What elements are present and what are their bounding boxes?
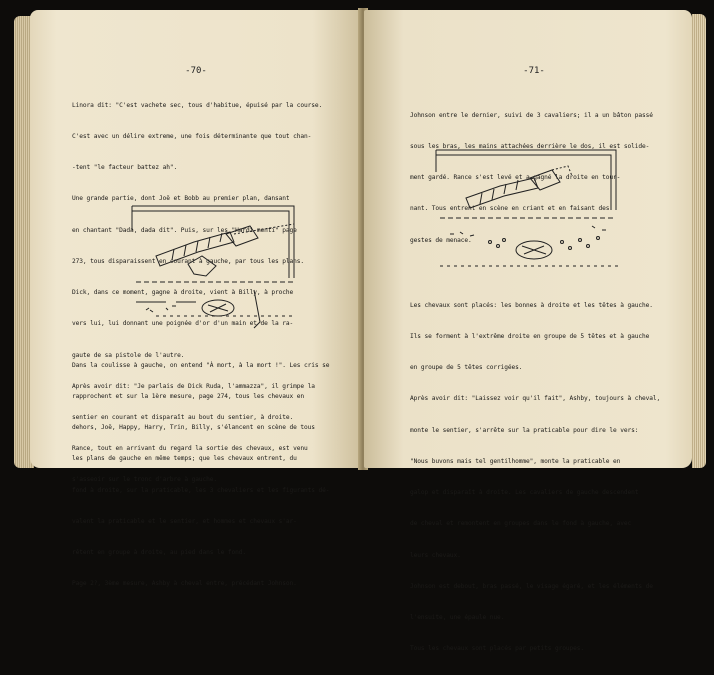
stage-diagram-left [126, 194, 306, 334]
text-line: galop et disparaît à droite. Les cavaliers de gauche descendent [410, 489, 639, 497]
stage-diagram-right [430, 142, 626, 278]
open-book [14, 8, 706, 653]
text-line: rêtent en groupe à droite, au pied dans le fond. [72, 549, 247, 557]
text-line: leurs chevaux. [410, 551, 461, 559]
text-line: Dick, dans ce moment, gagne à droite, vient à Billy, à proche [72, 289, 294, 297]
text-line: ment gardé. Rance s'est levé et a gagné la droite en tour- [410, 174, 621, 182]
text-line: les plans de gauche en même temps; que les chevaux entrent, du [72, 455, 297, 463]
text-line: Les chevaux sont placés: les bonnes à droite et les têtes à gauche. [410, 301, 653, 309]
left-page [30, 10, 362, 588]
text-line: de cheval et remontent en groupes dans le fond à gauche, avec [410, 520, 632, 528]
text-line: Tous les chevaux sont placés par petits groupes. [410, 645, 585, 653]
text-line: en chantant "Dada, dada dit". Puis, sur les "Hardi menti" page [72, 226, 297, 234]
text-line: l'ensuite, une épaule nue. [410, 614, 505, 621]
right-page-number: -71- [523, 66, 545, 76]
ramp-shape [156, 232, 234, 266]
text-line: s'asseoir sur le tronc d'arbre à gauche. [72, 476, 218, 484]
text-line: Ils se forment à l'extrême droite en groupe de 5 têtes et à gauche [410, 333, 650, 341]
stage-outline [132, 206, 294, 278]
text-line: Une grande partie, dont Joë et Bobb au premier plan, dansant [72, 195, 290, 203]
text-line: C'est avec un délire extreme, une fois déterminante que tout chan- [72, 133, 312, 141]
page-stack-right [692, 14, 706, 468]
text-line: fond à droite, sur la praticable, les 3 chevaliers et les figurants dé- [72, 486, 330, 494]
ramp-shape [466, 178, 538, 208]
text-line: vers lui, lui donnant une poignée d'or d'un main et de la ra- [72, 320, 294, 328]
text-line: Linora dit: "C'est vachete sec, tous d'habitue, épuisé par la course. [72, 101, 323, 109]
text-line: Johnson entre le dernier, suivi de 3 cavaliers; il a un bâton passé [410, 111, 653, 119]
text-line: Après avoir dit: "Laissez voir qu'il fait", Ashby, toujours à cheval, [410, 395, 661, 403]
text-line: en groupe de 5 têtes corrigées. [410, 364, 523, 372]
text-line: gaute de sa pistole de l'autre. [72, 351, 185, 359]
right-page-text-bottom [410, 280, 682, 675]
text-line: Dans la coulisse à gauche, on entend "À mort, à la mort !". Les cris se [72, 361, 330, 369]
text-line: dehors, Joë, Happy, Harry, Trin, Billy, s'élancent en scène de tous [72, 424, 315, 432]
text-line: 273, tous disparaissent en courant à gauche, par tous les plans. [72, 257, 305, 265]
text-line: Après avoir dit: "Je parlais de Dick Ruda, l'ammazza", il grimpe la [72, 382, 315, 390]
text-line: sous les bras, les mains attachées derrière le dos, il est solide- [410, 143, 650, 151]
text-line: Page 2?, 3ème mesure, Ashby à cheval entre, précédant Johnson. [72, 580, 297, 588]
text-line: Rance, tout en arrivant du regard la sortie des chevaux, est venu [72, 445, 308, 453]
text-line: gestes de menace. [410, 236, 472, 244]
text-line: nant. Tous entrent en scène en criant et en faisant des [410, 205, 610, 213]
left-page-text-bottom [72, 340, 354, 611]
text-line: rapprochent et sur la 1ère mesure, page 274, tous les chevaux en [72, 393, 305, 401]
text-line: valent la praticable et le sentier, et hommes et chevaux s'ar- [72, 517, 297, 525]
text-line: sentier en courant et disparaît au bout du sentier, à droite. [72, 414, 294, 421]
text-line: "Nous buvons mais tel gentilhomme", monte la praticable en [410, 457, 621, 465]
text-line: -tent "le facteur battez ah". [72, 164, 178, 172]
text-line: Johnson est debout, bras passé, le visage égaré, et les éléments de [410, 582, 653, 590]
text-line: monte le sentier, s'arrête sur la praticable pour dire le vers: [410, 426, 639, 434]
right-page [364, 10, 692, 653]
left-page-number: -70- [185, 66, 207, 76]
